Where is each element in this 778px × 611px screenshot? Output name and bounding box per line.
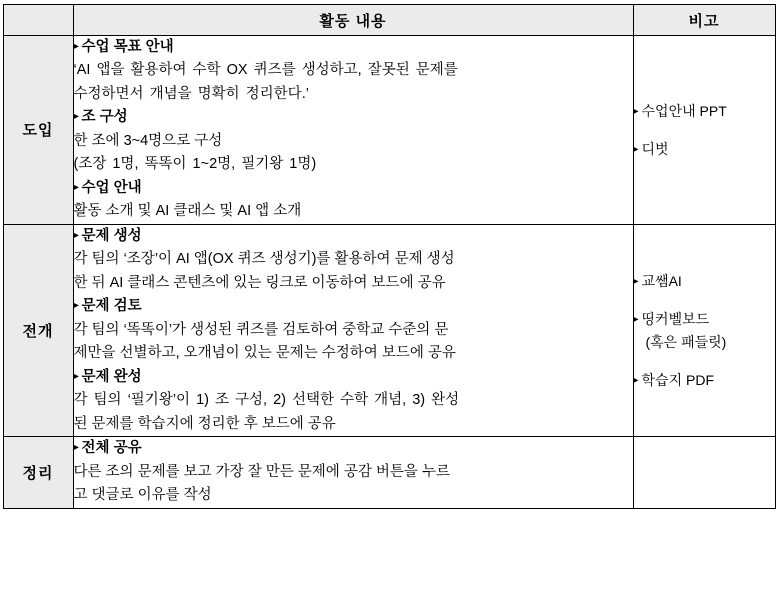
- content-bullet: [74, 295, 633, 318]
- note-item: [634, 138, 775, 160]
- triangle-bullet-icon: ▸: [73, 181, 79, 193]
- triangle-bullet-icon: ▸: [633, 314, 639, 326]
- content-bullet: [74, 437, 633, 460]
- content-line: 각 팀의 ‘조장’이 AI 앱(OX 퀴즈 생성기)를 활용하여 문제 생성: [73, 251, 455, 268]
- triangle-bullet-icon: ▸: [73, 111, 79, 123]
- stage-label-wrapup: 정리: [3, 437, 73, 508]
- table-header-row: [3, 5, 775, 36]
- content-line: 각 팀의 ‘필기왕’이 1) 조 구성, 2) 선택한 수학 개념, 3) 완성: [73, 392, 460, 409]
- content-bullet-text: 문제 완성: [81, 368, 142, 385]
- content-bullet-text: 문제 생성: [81, 227, 142, 244]
- note-subtext: (혹은 패들릿): [645, 333, 727, 350]
- content-line: 다른 조의 문제를 보고 가장 잘 만든 문제에 공감 버튼을 누르: [73, 463, 450, 480]
- triangle-bullet-icon: ▸: [633, 143, 639, 155]
- content-bullet: [74, 36, 633, 59]
- content-bullet-text: 문제 검토: [81, 298, 142, 315]
- content-line: ‘AI 앱을 활용하여 수학 OX 퀴즈를 생성하고, 잘못된 문제를: [73, 62, 458, 79]
- header-content: 활동 내용: [73, 5, 633, 36]
- table-row: [3, 437, 775, 508]
- lesson-plan-table: [3, 4, 776, 509]
- content-line: 제만을 선별하고, 오개념이 있는 문제는 수정하여 보드에 공유: [73, 345, 456, 362]
- note-text: 띵커벨보드: [641, 311, 710, 328]
- triangle-bullet-icon: ▸: [633, 374, 639, 386]
- content-cell-development: [73, 224, 633, 436]
- content-line: (조장 1명, 똑똑이 1~2명, 필기왕 1명): [73, 156, 317, 173]
- triangle-bullet-icon: ▸: [73, 41, 79, 52]
- triangle-bullet-icon: ▸: [73, 442, 79, 454]
- content-bullet-text: 수업 안내: [81, 179, 142, 196]
- triangle-bullet-icon: ▸: [73, 300, 79, 312]
- content-line: 수정하면서 개념을 명확히 정리한다.’: [73, 85, 309, 102]
- content-bullet: [74, 106, 633, 129]
- note-item: [634, 308, 775, 353]
- content-bullet: [74, 366, 633, 389]
- header-stage: [3, 5, 73, 36]
- note-cell-intro: [633, 36, 775, 225]
- content-line: 한 조에 3~4명으로 구성: [73, 132, 223, 149]
- note-text: 교쌤AI: [641, 272, 682, 289]
- content-bullet-text: 조 구성: [81, 109, 128, 126]
- table-row: [3, 224, 775, 436]
- note-item: [634, 100, 775, 122]
- triangle-bullet-icon: ▸: [633, 105, 639, 117]
- note-cell-development: [633, 224, 775, 436]
- triangle-bullet-icon: ▸: [633, 275, 639, 287]
- stage-label-development: 전개: [3, 224, 73, 436]
- note-item: [634, 270, 775, 292]
- note-text: 학습지 PDF: [641, 371, 714, 388]
- triangle-bullet-icon: ▸: [73, 229, 79, 241]
- content-bullet-text: 수업 목표 안내: [81, 39, 174, 55]
- stage-label-intro: 도입: [3, 36, 73, 225]
- content-cell-wrapup: [73, 437, 633, 508]
- content-bullet-text: 전체 공유: [81, 440, 142, 457]
- content-line: 활동 소개 및 AI 클래스 및 AI 앱 소개: [73, 203, 302, 220]
- content-line: 한 뒤 AI 클래스 콘텐츠에 있는 링크로 이동하여 보드에 공유: [73, 274, 446, 291]
- content-bullet: [74, 177, 633, 200]
- table-row: [3, 36, 775, 225]
- content-line: 된 문제를 학습지에 정리한 후 보드에 공유: [73, 415, 336, 432]
- triangle-bullet-icon: ▸: [73, 370, 79, 382]
- note-cell-wrapup: [633, 437, 775, 508]
- content-line: 고 댓글로 이유를 작성: [73, 487, 212, 504]
- note-text: 수업안내 PPT: [641, 102, 727, 119]
- content-bullet: [74, 225, 633, 248]
- content-line: 각 팀의 ‘똑똑이’가 생성된 퀴즈를 검토하여 중학교 수준의 문: [73, 321, 449, 338]
- table-header: [3, 5, 775, 36]
- table-body: [3, 36, 775, 509]
- header-note: 비고: [633, 5, 775, 36]
- content-cell-intro: [73, 36, 633, 225]
- note-item: [634, 369, 775, 391]
- note-text: 디벗: [641, 140, 669, 157]
